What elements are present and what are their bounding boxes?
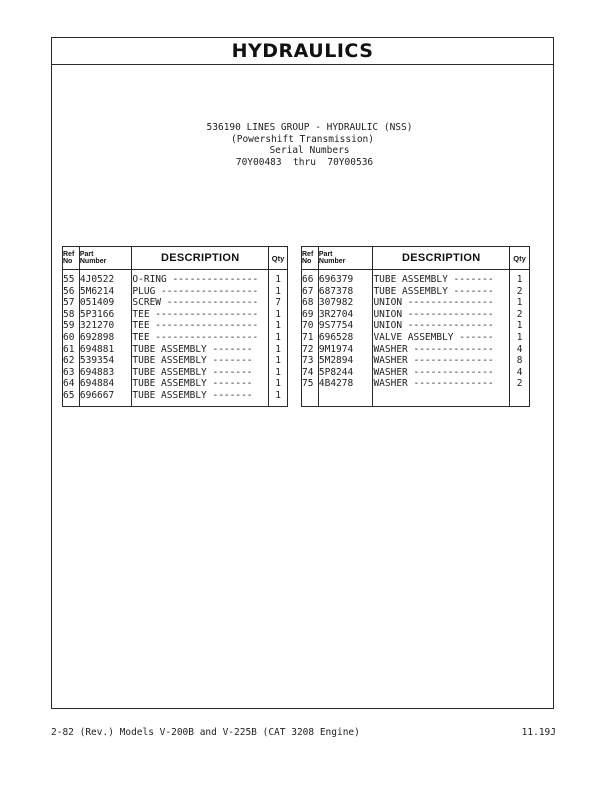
table-row: [302, 274, 530, 286]
page-footer: [51, 727, 556, 738]
description-cell: TUBE ASSEMBLY -------: [132, 390, 269, 402]
description-cell: TEE ------------------: [132, 320, 269, 332]
group-subtitle: (Powershift Transmission): [231, 133, 374, 145]
description-cell: WASHER --------------: [373, 367, 510, 379]
part-number-cell: 5M6214: [79, 286, 132, 298]
table-row: [302, 355, 530, 367]
qty-cell: 7: [275, 297, 281, 309]
ref-no-cell: 61: [63, 344, 80, 356]
description-cell: WASHER --------------: [373, 355, 510, 367]
description-cell: TUBE ASSEMBLY -------: [132, 344, 269, 356]
table-row: [302, 332, 530, 344]
table-row: [63, 320, 288, 332]
ref-no-cell: 63: [63, 367, 80, 379]
part-number-cell: 694881: [79, 344, 132, 356]
description-cell: TUBE ASSEMBLY -------: [132, 378, 269, 390]
qty-cell: 1: [516, 297, 523, 309]
qty-cell: 8: [516, 355, 523, 367]
table-row: [302, 297, 530, 309]
table-header-row: [63, 247, 288, 270]
group-name: 536190 LINES GROUP - HYDRAULIC (NSS): [206, 122, 413, 133]
part-number-cell: 692898: [79, 332, 132, 344]
description-cell: UNION ---------------: [373, 320, 510, 332]
header-qty: Qty: [510, 247, 530, 270]
ref-no-cell: 55: [63, 274, 80, 286]
part-number-cell: 4B4278: [318, 378, 373, 390]
qty-cell: 1: [516, 274, 523, 285]
header-part-number: Part Number: [79, 247, 132, 270]
table-row: [302, 309, 530, 321]
part-number-cell: 4J0522: [79, 274, 132, 286]
ref-no-cell: 70: [302, 320, 319, 332]
part-number-cell: 696528: [318, 332, 373, 344]
qty-cell: 1: [275, 378, 281, 390]
ref-no-cell: 73: [302, 355, 319, 367]
ref-no-cell: 68: [302, 297, 319, 309]
section-title-band: [52, 38, 553, 65]
qty-cell: 1: [516, 331, 523, 343]
ref-no-cell: 72: [302, 344, 319, 356]
part-number-cell: 9M1974: [318, 344, 373, 356]
table-row: [63, 274, 288, 286]
qty-cell: 4: [516, 343, 523, 355]
description-cell: TUBE ASSEMBLY -------: [132, 355, 269, 367]
part-number-cell: 3R2704: [318, 309, 373, 321]
ref-no-cell: 69: [302, 309, 319, 321]
qty-cell: 1: [516, 320, 523, 332]
parts-table-right: [301, 246, 530, 407]
description-cell: PLUG -----------------: [132, 286, 269, 298]
ref-no-cell: 57: [63, 297, 80, 309]
table-row: [63, 355, 288, 367]
part-number-cell: 5M2894: [318, 355, 373, 367]
table-row: [63, 286, 288, 298]
part-number-cell: 694883: [79, 367, 132, 379]
serial-number-range: 70Y00483 thru 70Y00536: [235, 156, 374, 168]
qty-cell: 1: [275, 285, 281, 297]
parts-table-left: [62, 246, 288, 407]
description-cell: TUBE ASSEMBLY -------: [373, 286, 510, 298]
ref-no-cell: 65: [63, 390, 80, 402]
ref-no-cell: 59: [63, 320, 80, 332]
qty-cell: 1: [275, 331, 281, 343]
description-cell: SCREW ----------------: [132, 297, 269, 309]
part-number-cell: 9S7754: [318, 320, 373, 332]
qty-cell: 2: [516, 308, 523, 320]
header-part-number: Part Number: [318, 247, 373, 270]
ref-no-cell: 56: [63, 286, 80, 298]
table-row: [63, 344, 288, 356]
ref-no-cell: 62: [63, 355, 80, 367]
ref-no-cell: 66: [302, 274, 319, 286]
header-ref-no: Ref No: [302, 247, 319, 270]
part-number-cell: 696379: [318, 274, 373, 286]
ref-no-cell: 75: [302, 378, 319, 390]
qty-cell: 2: [516, 378, 523, 390]
footer-page-info: 2-82 (Rev.) Models V-200B and V-225B (CAT 3208 Engine): [51, 727, 360, 738]
header-qty: Qty: [269, 247, 288, 270]
table-row: [302, 320, 530, 332]
description-cell: TEE ------------------: [132, 309, 269, 321]
qty-cell: 1: [275, 343, 281, 355]
group-heading: [52, 122, 553, 168]
ref-no-cell: 67: [302, 286, 319, 298]
table-row: [63, 297, 288, 309]
table-row: [63, 332, 288, 344]
qty-cell: 1: [275, 274, 281, 285]
ref-no-cell: 58: [63, 309, 80, 321]
qty-cell: 1: [275, 320, 281, 332]
part-number-cell: 694884: [79, 378, 132, 390]
table-row: [302, 344, 530, 356]
part-number-cell: 687378: [318, 286, 373, 298]
qty-cell: 4: [516, 366, 523, 378]
footer-section-number: 11.19J: [521, 727, 556, 738]
part-number-cell: 539354: [79, 355, 132, 367]
description-cell: TUBE ASSEMBLY -------: [132, 367, 269, 379]
description-cell: TUBE ASSEMBLY -------: [373, 274, 510, 286]
description-cell: VALVE ASSEMBLY ------: [373, 332, 510, 344]
description-cell: WASHER --------------: [373, 344, 510, 356]
header-description: DESCRIPTION: [373, 247, 510, 270]
ref-no-cell: 64: [63, 378, 80, 390]
table-header-row: [302, 247, 530, 270]
table-row: [302, 286, 530, 298]
qty-cell: 1: [275, 308, 281, 320]
table-row: [302, 378, 530, 390]
part-number-cell: 5P3166: [79, 309, 132, 321]
table-row: [63, 309, 288, 321]
section-title: HYDRAULICS: [231, 40, 374, 62]
ref-no-cell: 71: [302, 332, 319, 344]
header-ref-no: Ref No: [63, 247, 80, 270]
description-cell: O-RING ---------------: [132, 274, 269, 286]
table-row: [63, 390, 288, 402]
qty-cell: 2: [516, 285, 523, 297]
ref-no-cell: 60: [63, 332, 80, 344]
qty-cell: 1: [275, 389, 281, 401]
table-row: [302, 367, 530, 379]
qty-cell: 1: [275, 366, 281, 378]
table-row: [63, 367, 288, 379]
table-row: [63, 378, 288, 390]
description-cell: WASHER --------------: [373, 378, 510, 390]
part-number-cell: 307982: [318, 297, 373, 309]
qty-cell: 1: [275, 355, 281, 367]
description-cell: TEE ------------------: [132, 332, 269, 344]
part-number-cell: 5P8244: [318, 367, 373, 379]
part-number-cell: 321270: [79, 320, 132, 332]
part-number-cell: 051409: [79, 297, 132, 309]
part-number-cell: 696667: [79, 390, 132, 402]
serial-numbers-label: Serial Numbers: [269, 145, 350, 156]
description-cell: UNION ---------------: [373, 297, 510, 309]
description-cell: UNION ---------------: [373, 309, 510, 321]
ref-no-cell: 74: [302, 367, 319, 379]
header-description: DESCRIPTION: [132, 247, 269, 270]
